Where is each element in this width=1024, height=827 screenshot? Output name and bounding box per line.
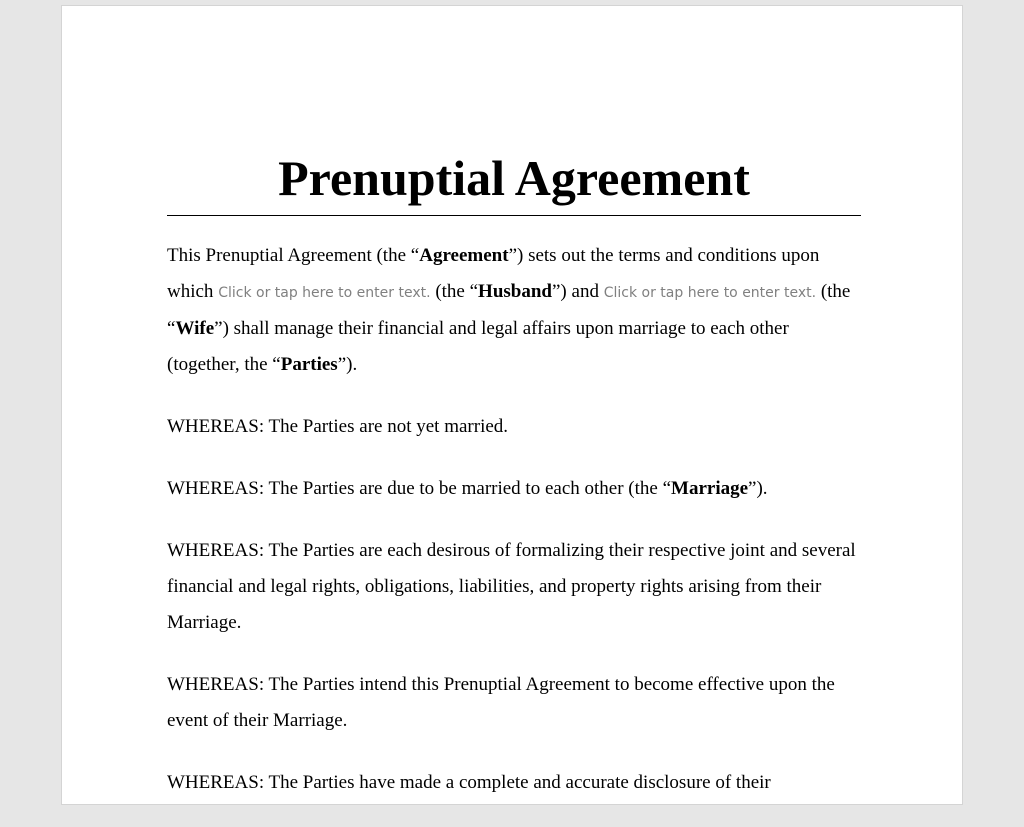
husband-name-field[interactable]: Click or tap here to enter text. (218, 285, 431, 301)
intro-text: ”) and (552, 281, 604, 302)
term-agreement: Agreement (419, 245, 509, 266)
whereas-paragraph-1[interactable]: WHEREAS: The Parties are not yet married. (167, 416, 509, 437)
wife-name-field[interactable]: Click or tap here to enter text. (603, 285, 817, 301)
intro-text: (the “ (430, 281, 479, 302)
title-underline-rule (167, 215, 861, 216)
whereas-text: WHEREAS: The Parties are due to be married to each other (the “ (167, 478, 672, 499)
term-marriage: Marriage (671, 478, 749, 499)
whereas-paragraph-3[interactable]: WHEREAS: The Parties are each desirous of formalizing their respective joint and several financial and legal rights, obligations, liabilities, and property rights arising from their Marriage. (167, 540, 856, 633)
intro-text: ”) shall manage their financial and legal affairs upon marriage to each other (together, the “ (167, 318, 789, 375)
term-wife: Wife (175, 318, 215, 339)
term-husband: Husband (478, 281, 552, 302)
document-title[interactable]: Prenuptial Agreement (278, 150, 750, 206)
intro-paragraph[interactable] (167, 238, 861, 383)
whereas-text: ”). (748, 478, 768, 499)
intro-text: ”). (337, 354, 358, 375)
document-page (61, 5, 963, 805)
intro-text: This Prenuptial Agreement (the “ (167, 245, 420, 266)
intro-text: (the “ (167, 281, 851, 339)
intro-text: ”) sets out the terms and conditions upon which (167, 245, 820, 302)
whereas-paragraph-5[interactable]: WHEREAS: The Parties have made a complete and accurate disclosure of their (167, 772, 771, 793)
term-parties: Parties (280, 354, 338, 375)
whereas-paragraph-2[interactable] (167, 471, 861, 507)
whereas-paragraph-4[interactable]: WHEREAS: The Parties intend this Prenuptial Agreement to become effective upon the event of their Marriage. (167, 674, 835, 731)
document-body (167, 238, 861, 827)
